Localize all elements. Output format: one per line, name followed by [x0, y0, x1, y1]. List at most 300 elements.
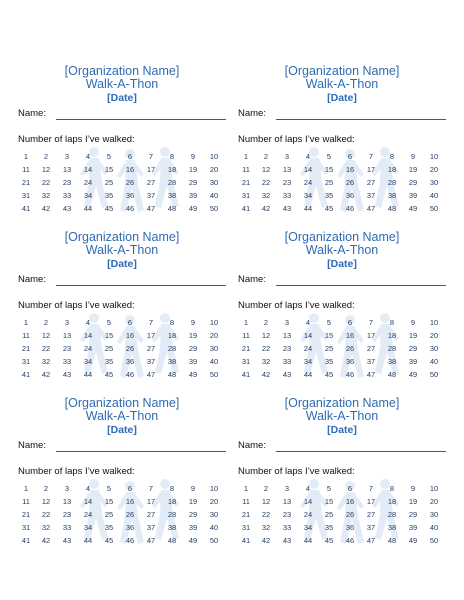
lap-number[interactable]: 44 [303, 370, 313, 379]
lap-number[interactable]: 8 [389, 484, 395, 493]
lap-number[interactable]: 45 [104, 370, 114, 379]
lap-number[interactable]: 13 [62, 497, 72, 506]
lap-number[interactable]: 2 [43, 318, 49, 327]
lap-number[interactable]: 31 [241, 523, 251, 532]
lap-number[interactable]: 49 [408, 370, 418, 379]
lap-number[interactable]: 28 [387, 178, 397, 187]
lap-number[interactable]: 26 [345, 344, 355, 353]
lap-number[interactable]: 36 [345, 357, 355, 366]
lap-number[interactable]: 36 [125, 191, 135, 200]
lap-number[interactable]: 43 [282, 204, 292, 213]
name-field[interactable] [18, 274, 228, 288]
lap-number[interactable]: 43 [62, 370, 72, 379]
lap-number[interactable]: 25 [324, 178, 334, 187]
lap-number[interactable]: 9 [190, 318, 196, 327]
lap-number[interactable]: 44 [83, 536, 93, 545]
lap-number[interactable]: 45 [104, 536, 114, 545]
lap-number[interactable]: 20 [209, 331, 219, 340]
lap-number[interactable]: 42 [41, 204, 51, 213]
lap-number[interactable]: 50 [209, 370, 219, 379]
lap-number[interactable]: 37 [146, 191, 156, 200]
lap-number[interactable]: 11 [242, 331, 250, 340]
lap-number[interactable]: 4 [85, 484, 91, 493]
lap-number[interactable]: 26 [345, 178, 355, 187]
lap-number[interactable]: 43 [282, 370, 292, 379]
lap-number[interactable]: 41 [21, 536, 31, 545]
lap-number[interactable]: 47 [146, 370, 156, 379]
lap-number[interactable]: 49 [408, 536, 418, 545]
lap-number[interactable]: 23 [62, 344, 72, 353]
lap-number[interactable]: 42 [41, 536, 51, 545]
lap-number[interactable]: 30 [209, 344, 219, 353]
lap-number[interactable]: 9 [410, 484, 416, 493]
lap-number[interactable]: 49 [188, 370, 198, 379]
lap-number[interactable]: 48 [167, 536, 177, 545]
lap-number[interactable]: 48 [387, 204, 397, 213]
lap-number[interactable]: 25 [324, 344, 334, 353]
lap-number[interactable]: 19 [408, 331, 418, 340]
lap-number[interactable]: 5 [326, 152, 332, 161]
lap-number[interactable]: 24 [303, 344, 313, 353]
lap-number[interactable]: 50 [429, 204, 439, 213]
lap-number[interactable]: 7 [148, 484, 154, 493]
lap-number[interactable]: 32 [41, 523, 51, 532]
lap-number[interactable]: 17 [366, 331, 376, 340]
lap-number[interactable]: 26 [125, 344, 135, 353]
lap-number[interactable]: 11 [242, 497, 250, 506]
lap-number[interactable]: 32 [41, 191, 51, 200]
lap-number[interactable]: 17 [146, 497, 156, 506]
lap-number[interactable]: 2 [263, 152, 269, 161]
lap-number[interactable]: 34 [83, 523, 93, 532]
lap-number[interactable]: 17 [366, 497, 376, 506]
lap-number[interactable]: 26 [345, 510, 355, 519]
lap-number[interactable]: 23 [62, 178, 72, 187]
lap-number[interactable]: 25 [104, 510, 114, 519]
lap-number[interactable]: 9 [190, 484, 196, 493]
lap-number[interactable]: 10 [209, 318, 219, 327]
lap-number[interactable]: 45 [324, 370, 334, 379]
lap-number[interactable]: 31 [241, 357, 251, 366]
lap-number[interactable]: 38 [387, 523, 397, 532]
lap-number[interactable]: 45 [104, 204, 114, 213]
lap-number[interactable]: 11 [242, 165, 250, 174]
lap-number[interactable]: 46 [345, 204, 355, 213]
lap-number[interactable]: 40 [429, 523, 439, 532]
lap-number[interactable]: 25 [104, 344, 114, 353]
lap-number[interactable]: 23 [282, 178, 292, 187]
lap-number[interactable]: 37 [146, 523, 156, 532]
lap-number[interactable]: 5 [106, 318, 112, 327]
lap-number[interactable]: 43 [282, 536, 292, 545]
lap-number[interactable]: 19 [408, 165, 418, 174]
lap-number[interactable]: 31 [21, 357, 31, 366]
lap-number[interactable]: 36 [345, 191, 355, 200]
lap-number[interactable]: 43 [62, 536, 72, 545]
lap-number[interactable]: 18 [387, 331, 397, 340]
lap-number[interactable]: 8 [169, 152, 175, 161]
lap-number[interactable]: 1 [23, 484, 29, 493]
lap-number[interactable]: 42 [261, 370, 271, 379]
lap-number[interactable]: 47 [146, 536, 156, 545]
lap-number[interactable]: 22 [41, 178, 51, 187]
lap-number[interactable]: 28 [167, 344, 177, 353]
lap-number[interactable]: 32 [261, 523, 271, 532]
lap-number[interactable]: 30 [429, 178, 439, 187]
lap-number[interactable]: 40 [429, 357, 439, 366]
lap-number[interactable]: 38 [167, 191, 177, 200]
lap-number[interactable]: 17 [146, 331, 156, 340]
lap-number[interactable]: 32 [41, 357, 51, 366]
lap-number[interactable]: 42 [261, 204, 271, 213]
lap-number[interactable]: 40 [209, 191, 219, 200]
lap-number[interactable]: 14 [83, 165, 93, 174]
lap-number[interactable]: 49 [188, 204, 198, 213]
lap-number[interactable]: 27 [146, 178, 156, 187]
lap-number[interactable]: 39 [188, 357, 198, 366]
lap-number[interactable]: 33 [62, 191, 72, 200]
name-field[interactable] [18, 108, 228, 122]
lap-number[interactable]: 36 [345, 523, 355, 532]
lap-number[interactable]: 26 [125, 510, 135, 519]
lap-number[interactable]: 21 [21, 344, 31, 353]
lap-number[interactable]: 14 [303, 165, 313, 174]
lap-number[interactable]: 3 [284, 484, 290, 493]
lap-number[interactable]: 41 [21, 370, 31, 379]
lap-number[interactable]: 41 [241, 370, 251, 379]
lap-number[interactable]: 10 [209, 152, 219, 161]
lap-number[interactable]: 36 [125, 357, 135, 366]
lap-number[interactable]: 28 [167, 178, 177, 187]
lap-number[interactable]: 1 [23, 152, 29, 161]
lap-number[interactable]: 50 [429, 370, 439, 379]
lap-number[interactable]: 30 [209, 178, 219, 187]
lap-number[interactable]: 18 [387, 165, 397, 174]
lap-number[interactable]: 48 [167, 204, 177, 213]
lap-number[interactable]: 16 [345, 497, 355, 506]
lap-number[interactable]: 26 [125, 178, 135, 187]
lap-number[interactable]: 7 [148, 152, 154, 161]
lap-number[interactable]: 20 [429, 497, 439, 506]
lap-number[interactable]: 44 [83, 204, 93, 213]
lap-number[interactable]: 9 [190, 152, 196, 161]
lap-number[interactable]: 40 [209, 523, 219, 532]
lap-number[interactable]: 10 [209, 484, 219, 493]
lap-number[interactable]: 43 [62, 204, 72, 213]
lap-number[interactable]: 13 [62, 331, 72, 340]
lap-number[interactable]: 7 [148, 318, 154, 327]
lap-number[interactable]: 40 [429, 191, 439, 200]
lap-number[interactable]: 39 [408, 357, 418, 366]
lap-number[interactable]: 9 [410, 318, 416, 327]
lap-number[interactable]: 15 [324, 331, 334, 340]
lap-number[interactable]: 48 [167, 370, 177, 379]
lap-number[interactable]: 29 [188, 178, 198, 187]
lap-number[interactable]: 22 [41, 510, 51, 519]
lap-number[interactable]: 9 [410, 152, 416, 161]
lap-number[interactable]: 37 [366, 191, 376, 200]
lap-number[interactable]: 33 [62, 523, 72, 532]
lap-number[interactable]: 8 [169, 484, 175, 493]
lap-number[interactable]: 21 [21, 178, 31, 187]
lap-number[interactable]: 16 [345, 331, 355, 340]
lap-number[interactable]: 21 [21, 510, 31, 519]
lap-number[interactable]: 14 [303, 497, 313, 506]
lap-number[interactable]: 15 [324, 165, 334, 174]
lap-number[interactable]: 27 [146, 510, 156, 519]
lap-number[interactable]: 1 [23, 318, 29, 327]
lap-number[interactable]: 24 [83, 510, 93, 519]
lap-number[interactable]: 20 [209, 165, 219, 174]
lap-number[interactable]: 12 [261, 331, 271, 340]
lap-number[interactable]: 2 [43, 484, 49, 493]
lap-number[interactable]: 44 [303, 204, 313, 213]
lap-number[interactable]: 23 [282, 344, 292, 353]
lap-number[interactable]: 16 [345, 165, 355, 174]
lap-number[interactable]: 46 [125, 536, 135, 545]
lap-number[interactable]: 18 [387, 497, 397, 506]
lap-number[interactable]: 12 [261, 165, 271, 174]
lap-number[interactable]: 35 [324, 357, 334, 366]
lap-number[interactable]: 31 [21, 523, 31, 532]
lap-number[interactable]: 4 [305, 152, 311, 161]
lap-number[interactable]: 36 [125, 523, 135, 532]
lap-number[interactable]: 25 [324, 510, 334, 519]
lap-number[interactable]: 5 [106, 484, 112, 493]
lap-number[interactable]: 15 [104, 165, 114, 174]
lap-number[interactable]: 37 [146, 357, 156, 366]
name-field[interactable] [238, 440, 448, 454]
lap-number[interactable]: 41 [21, 204, 31, 213]
lap-number[interactable]: 22 [261, 178, 271, 187]
lap-number[interactable]: 3 [64, 152, 70, 161]
lap-number[interactable]: 6 [347, 152, 353, 161]
lap-number[interactable]: 13 [62, 165, 72, 174]
lap-number[interactable]: 38 [387, 191, 397, 200]
lap-number[interactable]: 17 [146, 165, 156, 174]
lap-number[interactable]: 39 [188, 191, 198, 200]
lap-number[interactable]: 8 [169, 318, 175, 327]
lap-number[interactable]: 34 [303, 523, 313, 532]
lap-number[interactable]: 10 [429, 484, 439, 493]
lap-number[interactable]: 12 [261, 497, 271, 506]
lap-number[interactable]: 17 [366, 165, 376, 174]
lap-number[interactable]: 49 [188, 536, 198, 545]
lap-number[interactable]: 29 [188, 510, 198, 519]
lap-number[interactable]: 50 [209, 536, 219, 545]
lap-number[interactable]: 24 [83, 344, 93, 353]
lap-number[interactable]: 22 [41, 344, 51, 353]
lap-number[interactable]: 6 [127, 152, 133, 161]
lap-number[interactable]: 14 [83, 331, 93, 340]
lap-number[interactable]: 28 [387, 510, 397, 519]
lap-number[interactable]: 11 [22, 165, 30, 174]
lap-number[interactable]: 22 [261, 344, 271, 353]
lap-number[interactable]: 32 [261, 191, 271, 200]
lap-number[interactable]: 23 [282, 510, 292, 519]
lap-number[interactable]: 38 [167, 357, 177, 366]
lap-number[interactable]: 1 [243, 318, 249, 327]
lap-number[interactable]: 20 [429, 165, 439, 174]
lap-number[interactable]: 46 [345, 536, 355, 545]
lap-number[interactable]: 33 [282, 357, 292, 366]
lap-number[interactable]: 4 [305, 318, 311, 327]
lap-number[interactable]: 4 [305, 484, 311, 493]
lap-number[interactable]: 15 [324, 497, 334, 506]
name-field[interactable] [18, 440, 228, 454]
lap-number[interactable]: 7 [368, 152, 374, 161]
lap-number[interactable]: 29 [408, 178, 418, 187]
lap-number[interactable]: 27 [146, 344, 156, 353]
lap-number[interactable]: 37 [366, 357, 376, 366]
lap-number[interactable]: 50 [429, 536, 439, 545]
lap-number[interactable]: 47 [366, 536, 376, 545]
lap-number[interactable]: 42 [261, 536, 271, 545]
lap-number[interactable]: 7 [368, 318, 374, 327]
lap-number[interactable]: 35 [104, 357, 114, 366]
lap-number[interactable]: 3 [64, 484, 70, 493]
lap-number[interactable]: 34 [83, 357, 93, 366]
lap-number[interactable]: 6 [347, 318, 353, 327]
lap-number[interactable]: 39 [408, 523, 418, 532]
lap-number[interactable]: 28 [167, 510, 177, 519]
lap-number[interactable]: 13 [282, 331, 292, 340]
lap-number[interactable]: 35 [324, 523, 334, 532]
lap-number[interactable]: 12 [41, 165, 51, 174]
lap-number[interactable]: 29 [408, 344, 418, 353]
lap-number[interactable]: 48 [387, 536, 397, 545]
lap-number[interactable]: 7 [368, 484, 374, 493]
lap-number[interactable]: 25 [104, 178, 114, 187]
lap-number[interactable]: 1 [243, 152, 249, 161]
lap-number[interactable]: 39 [408, 191, 418, 200]
lap-number[interactable]: 34 [83, 191, 93, 200]
lap-number[interactable]: 5 [106, 152, 112, 161]
lap-number[interactable]: 5 [326, 484, 332, 493]
lap-number[interactable]: 34 [303, 191, 313, 200]
lap-number[interactable]: 47 [366, 204, 376, 213]
lap-number[interactable]: 1 [243, 484, 249, 493]
lap-number[interactable]: 30 [429, 344, 439, 353]
lap-number[interactable]: 18 [167, 165, 177, 174]
lap-number[interactable]: 18 [167, 497, 177, 506]
lap-number[interactable]: 47 [366, 370, 376, 379]
lap-number[interactable]: 29 [408, 510, 418, 519]
lap-number[interactable]: 16 [125, 497, 135, 506]
lap-number[interactable]: 11 [22, 331, 30, 340]
lap-number[interactable]: 41 [241, 204, 251, 213]
name-field[interactable] [238, 274, 448, 288]
lap-number[interactable]: 6 [347, 484, 353, 493]
lap-number[interactable]: 4 [85, 318, 91, 327]
lap-number[interactable]: 6 [127, 484, 133, 493]
lap-number[interactable]: 34 [303, 357, 313, 366]
lap-number[interactable]: 2 [43, 152, 49, 161]
lap-number[interactable]: 21 [241, 178, 251, 187]
lap-number[interactable]: 18 [167, 331, 177, 340]
lap-number[interactable]: 5 [326, 318, 332, 327]
lap-number[interactable]: 19 [188, 165, 198, 174]
lap-number[interactable]: 10 [429, 318, 439, 327]
lap-number[interactable]: 39 [188, 523, 198, 532]
lap-number[interactable]: 47 [146, 204, 156, 213]
lap-number[interactable]: 12 [41, 497, 51, 506]
lap-number[interactable]: 49 [408, 204, 418, 213]
lap-number[interactable]: 33 [282, 191, 292, 200]
lap-number[interactable]: 46 [125, 370, 135, 379]
lap-number[interactable]: 35 [324, 191, 334, 200]
lap-number[interactable]: 4 [85, 152, 91, 161]
name-field[interactable] [238, 108, 448, 122]
lap-number[interactable]: 3 [284, 318, 290, 327]
lap-number[interactable]: 32 [261, 357, 271, 366]
lap-number[interactable]: 27 [366, 178, 376, 187]
lap-number[interactable]: 28 [387, 344, 397, 353]
lap-number[interactable]: 24 [83, 178, 93, 187]
lap-number[interactable]: 3 [64, 318, 70, 327]
lap-number[interactable]: 35 [104, 191, 114, 200]
lap-number[interactable]: 35 [104, 523, 114, 532]
lap-number[interactable]: 48 [387, 370, 397, 379]
lap-number[interactable]: 24 [303, 510, 313, 519]
lap-number[interactable]: 44 [83, 370, 93, 379]
lap-number[interactable]: 23 [62, 510, 72, 519]
lap-number[interactable]: 38 [387, 357, 397, 366]
lap-number[interactable]: 24 [303, 178, 313, 187]
lap-number[interactable]: 44 [303, 536, 313, 545]
lap-number[interactable]: 8 [389, 318, 395, 327]
lap-number[interactable]: 40 [209, 357, 219, 366]
lap-number[interactable]: 11 [22, 497, 30, 506]
lap-number[interactable]: 16 [125, 331, 135, 340]
lap-number[interactable]: 42 [41, 370, 51, 379]
lap-number[interactable]: 13 [282, 497, 292, 506]
lap-number[interactable]: 30 [209, 510, 219, 519]
lap-number[interactable]: 30 [429, 510, 439, 519]
lap-number[interactable]: 19 [188, 497, 198, 506]
lap-number[interactable]: 19 [408, 497, 418, 506]
lap-number[interactable]: 21 [241, 344, 251, 353]
lap-number[interactable]: 41 [241, 536, 251, 545]
lap-number[interactable]: 29 [188, 344, 198, 353]
lap-number[interactable]: 10 [429, 152, 439, 161]
lap-number[interactable]: 12 [41, 331, 51, 340]
lap-number[interactable]: 45 [324, 204, 334, 213]
lap-number[interactable]: 50 [209, 204, 219, 213]
lap-number[interactable]: 19 [188, 331, 198, 340]
lap-number[interactable]: 37 [366, 523, 376, 532]
lap-number[interactable]: 13 [282, 165, 292, 174]
lap-number[interactable]: 15 [104, 497, 114, 506]
lap-number[interactable]: 45 [324, 536, 334, 545]
lap-number[interactable]: 22 [261, 510, 271, 519]
lap-number[interactable]: 14 [83, 497, 93, 506]
lap-number[interactable]: 33 [62, 357, 72, 366]
lap-number[interactable]: 15 [104, 331, 114, 340]
lap-number[interactable]: 3 [284, 152, 290, 161]
lap-number[interactable]: 6 [127, 318, 133, 327]
lap-number[interactable]: 20 [209, 497, 219, 506]
lap-number[interactable]: 20 [429, 331, 439, 340]
lap-number[interactable]: 38 [167, 523, 177, 532]
lap-number[interactable]: 31 [241, 191, 251, 200]
lap-number[interactable]: 46 [345, 370, 355, 379]
lap-number[interactable]: 33 [282, 523, 292, 532]
lap-number[interactable]: 27 [366, 344, 376, 353]
lap-number[interactable]: 46 [125, 204, 135, 213]
lap-number[interactable]: 8 [389, 152, 395, 161]
lap-number[interactable]: 2 [263, 484, 269, 493]
